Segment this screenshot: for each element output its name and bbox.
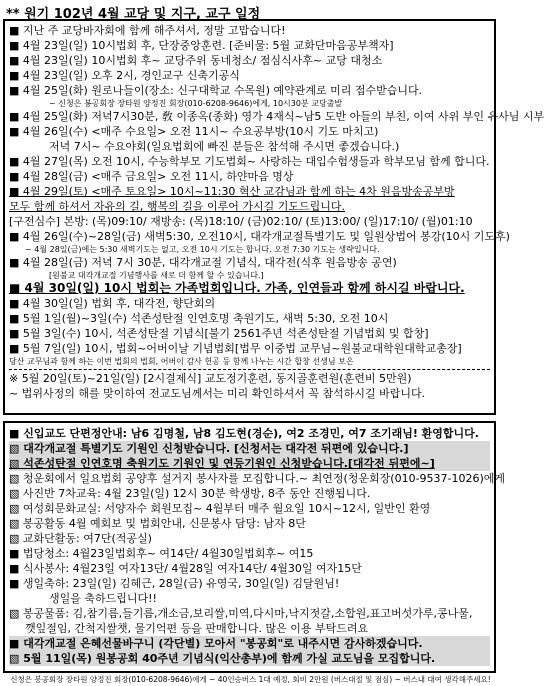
page-title: ** 원기 102년 4월 교당 및 지구, 교구 일정 (6, 7, 261, 22)
schedule-line: ■ 4월 28일(금) 저녁 7시 30분, 대각개교절 기념식, 대각전(식후 원음방송 공연) (9, 256, 397, 269)
schedule-note: ~ 4월 28일(금)에는 5:30 새벽기도는 없고, 오전 10시 기도는 합니다. 오전 7:30 기도는 생략입니다. (25, 245, 380, 254)
schedule-line: ■ 4월 23일(일) 10시법회 후, 단장중앙훈련. [준비물: 5월 교화단마음공부책자] (9, 39, 394, 52)
divider (9, 369, 490, 370)
schedule-line: ■ 5월 7일(일) 10시, 법회~어버이날 기념법회[법무 이중법 교무님~원불교대학원대학교총장] (9, 342, 462, 355)
schedule-line: ■ 4월 26일(수) <매주 수요일> 오전 11시~ 수요공부방(10시 기도 마치고) (9, 125, 379, 138)
schedule-line: ~ 법위사정의 해를 맞이하여 전교도님께서는 미리 확인하셔서 꼭 참석하시길 바랍니다. (9, 387, 426, 400)
notice-line: ■ 대각개교절 은혜선물바구니 (각단별) 모아서 "봉공회"로 내주시면 감사하겠습니다. (9, 636, 490, 651)
schedule-note: 당산 교무님과 함께 하는 이번 법회의 법회, 어버이 감사 헌공 등 함께 나누는 시간 합창 선생님 보은 (9, 357, 354, 366)
notices-box (3, 421, 506, 673)
schedule-line: ■ 4월 27일(목) 오전 10시, 수능학부모 기도법회~ 사랑하는 대입수험생들과 학부모님 함께 합니다. (9, 155, 490, 168)
footer-note: 신청은 봉공회장 장타원 양정진 회장(010-6208-9646)에게 ~ 40인승버스 1대 예정, 회비 2만원 (버스대절 및 점심) ~ 버스내 대여 생각해주세요! (10, 675, 491, 684)
schedule-line: ■ 4월 26일(수)~28일(금) 새벽5:30, 오전10시, 대각개교절특별기도 및 일원상법어 봉강(10시 기도후) (9, 230, 510, 243)
schedule-note: ~ 신청은 봉공회장 장타원 양정진 회장(010-6208-9646)에게, 10시30분 교당출발 (49, 99, 343, 108)
schedule-line: ■ 5월 3일(수) 10시, 석존성탄절 기념식[불기 2561주년 석존성탄절 기념법회 및 합창] (9, 327, 429, 340)
schedule-line: 모두 함께 하셔서 자유의 길, 행복의 길을 이루어 가시길 기도드립니다. (9, 200, 345, 213)
schedule-line-highlight: ■ 4월 30일(일) 10시 법회는 가족법회입니다. 가족, 인연들과 함께 하시길 바랍니다. (9, 281, 465, 295)
schedule-line: ■ 4월 29일(토) <매주 토요일> 10시~11:30 혁산 교감님과 함께 하는 4차 원음방송공부방 (9, 185, 455, 198)
notice-line: ▧ 대각개교절 특별기도 기원인 신청받습니다. [신청서는 대각전 뒤편에 있습니다.] (9, 441, 490, 456)
schedule-line: [구전심수] 본방: (목)09:10/ 재방송: (목)18:10/ (금)02:10/ (토)13:00/ (일)17:10/ (월)01:10 (9, 215, 473, 228)
notice-line: 생일을 축하드립니다!! (49, 592, 157, 605)
schedule-note: [원불교 대각개교절 기념행사를 새로 더 함께 할 수 있습니다.] (49, 271, 264, 280)
notice-line: 깻잎절임, 간척지쌀챗, 물기억편 등을 판매합니다. 많은 이용 부탁드려요 (25, 622, 369, 635)
notice-line: ▧ 교화단활동: 여7단(적공실) (9, 532, 152, 545)
schedule-line: ※ 5월 20일(토)~21일(일) [2시결제식] 교도정기훈련, 동지골훈련원(훈련비 5만원) (9, 372, 412, 385)
notice-line: ▧ 봉공물품: 김,참기름,들기름,개소금,보리쌀,미역,다시마,낙지젓갈,소합원,표고버섯가루,콩나물, (9, 607, 473, 620)
notice-line: ▧ 사진반 7차교육: 4월 23일(일) 12시 30분 학생방, 8주 동안 진행됩니다. (9, 487, 371, 500)
schedule-line: ■ 4월 23일(일) 오후 2시, 경인교구 신축기공식 (9, 69, 240, 82)
schedule-line: ■ 4월 28일(금) <매주 금요일> 오전 11시, 하얀마음 명상 (9, 170, 294, 183)
schedule-line: ■ 4월 25일(화) 원로나들이(장소: 신구대학교 수목원) 예약관계로 미리 접수받습니다. (9, 84, 423, 97)
notice-line: ▧ 청운회에서 일요법회 공양후 설거지 봉사자를 모집합니다.~ 최연정(청운회장(010-9537-1026)에게 (9, 472, 506, 485)
notice-line: ■ 식사봉사: 4월23일 여자13단/ 4월28일 여자14단/ 4월30일 여자15단 (9, 562, 362, 575)
schedule-line: ■ 지난 주 교당바자회에 함께 해주셔서, 정말 고맙습니다! (9, 24, 286, 37)
notice-line: ■ 생일축하: 23일(일) 김혜근, 28일(금) 유영국, 30일(일) 김달원님! (9, 577, 340, 590)
notice-line: ■ 법당청소: 4월23일법회후~ 여14단/ 4월30일법회후~ 여15 (9, 547, 314, 560)
schedule-box (3, 19, 544, 415)
notice-line: ▧ 석존성탄절 인연호명 축원기도 기원인 및 연등기원인 신청받습니다.[대각전 뒤편에~] (9, 456, 490, 471)
notice-line: ▧ 여성회문화교실: 서양자수 회원모집~ 4월부터 매주 월요일 10시~12시, 일반인 환영 (9, 502, 431, 515)
schedule-line: ■ 4월 25일(화) 저녁7시30분, 敎 이종옥(종화) 영가 4재식~남5 도반 아들의 부친, 이여 사위 부인 유사님 시부 (9, 110, 544, 123)
schedule-line: ■ 4월 23일(일) 10시법회 후~ 교당주위 동네청소/ 점심식사후~ 교당 대청소 (9, 54, 383, 67)
schedule-line: 저녁 7시~ 수요야회(일요법회에 빠진 분들은 참석해 주시면 좋겠습니다.) (49, 140, 400, 153)
notice-line: ▧ 5월 11일(목) 원봉공회 40주년 기념식(익산총부)에 함께 가실 교도님을 모집합니다. (9, 651, 490, 666)
schedule-line: ■ 5월 1일(월)~3일(수) 석존성탄절 인연호명 축원기도, 새벽 5:30, 오전 10시 (9, 312, 389, 325)
notice-line: ■ 신입교도 단편정안내: 남6 김명철, 남8 김도현(경순), 여2 조경민, 여7 조기래님! 환영합니다. (9, 427, 479, 440)
schedule-line: ■ 4월 30일(일) 법회 후, 대각전, 향단회의 (9, 297, 216, 310)
notice-line: ▧ 봉공활동 4월 예회보 및 법회안내, 신문봉사 담당: 남자 8단 (9, 517, 306, 530)
